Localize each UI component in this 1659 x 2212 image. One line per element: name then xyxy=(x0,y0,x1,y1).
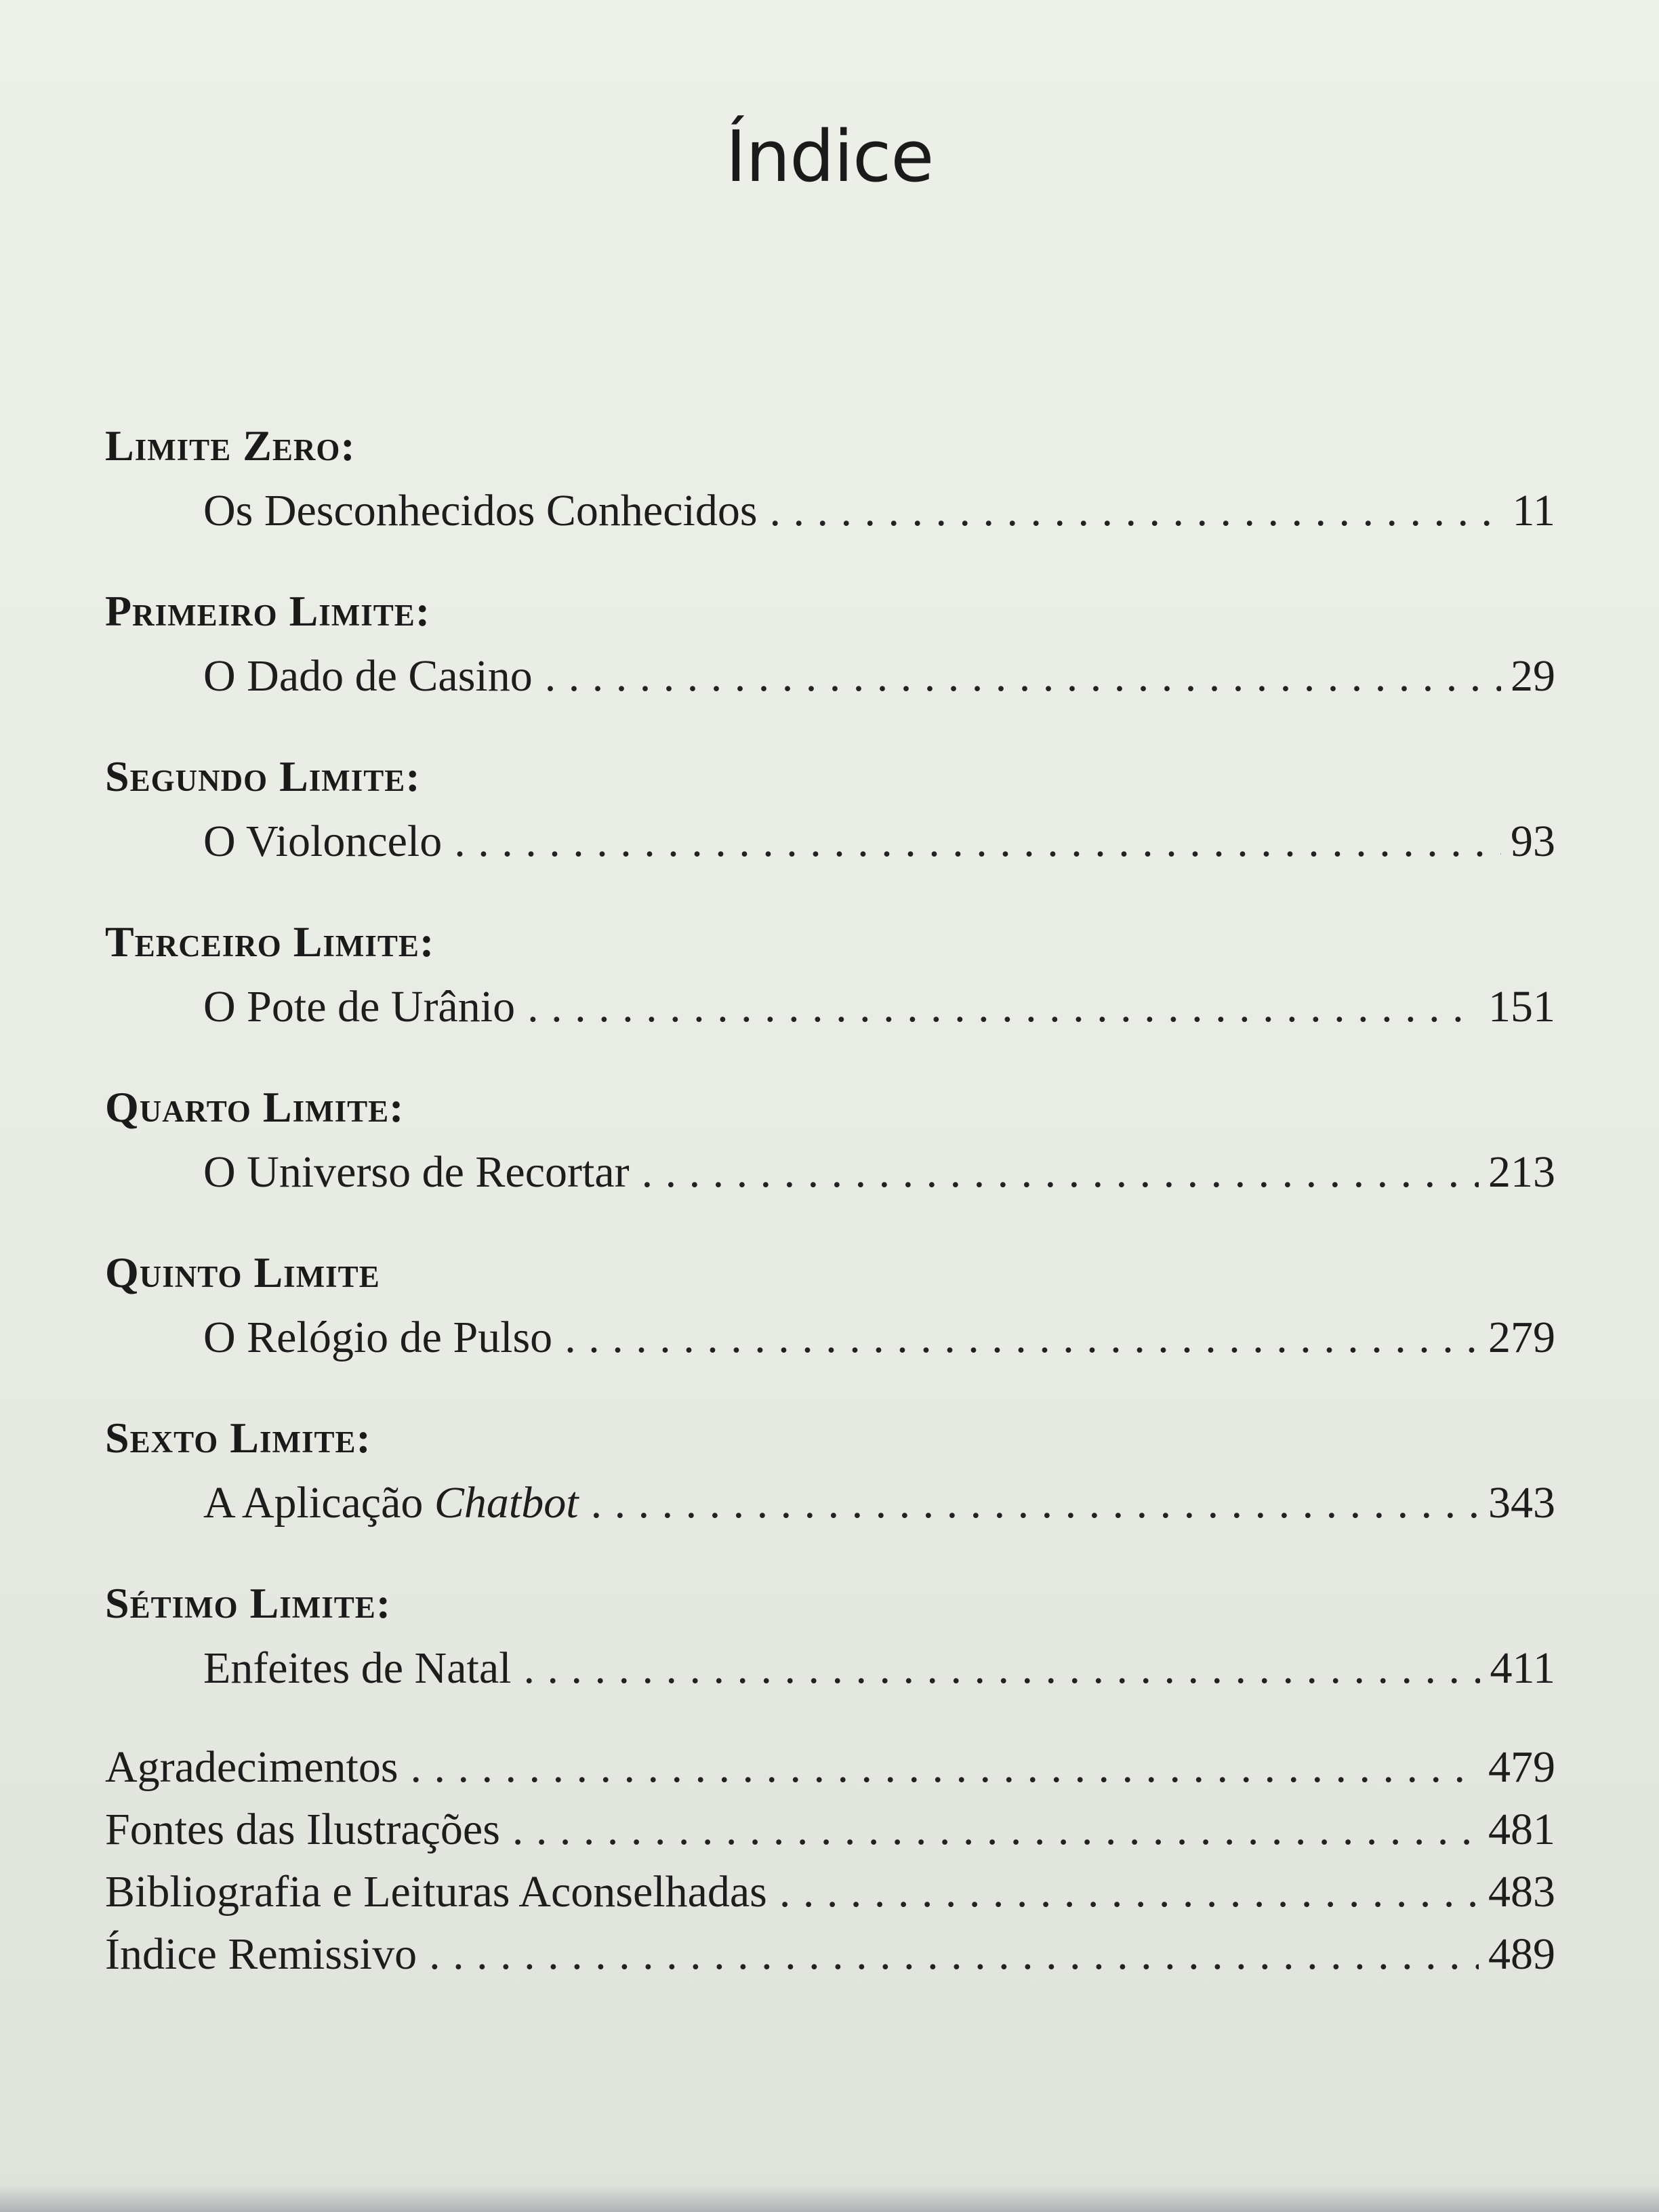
toc-entry xyxy=(105,1736,1555,1799)
dot-leader xyxy=(523,1636,1480,1701)
dot-leader xyxy=(770,478,1503,544)
page-number: 151 xyxy=(1488,982,1555,1031)
table-of-contents xyxy=(105,413,1555,1986)
toc-entry xyxy=(105,478,1555,544)
page-number: 489 xyxy=(1488,1929,1555,1979)
dot-leader xyxy=(642,1140,1479,1205)
toc-part xyxy=(105,909,1555,1040)
entry-title: O Universo de Recortar xyxy=(203,1147,630,1197)
page-number: 343 xyxy=(1488,1478,1555,1528)
page-number: 11 xyxy=(1512,486,1555,535)
dot-leader xyxy=(779,1861,1479,1923)
toc-entry xyxy=(105,975,1555,1040)
part-label: Quarto Limite: xyxy=(105,1083,405,1131)
part-label: Quinto Limite xyxy=(105,1248,380,1296)
page-number: 481 xyxy=(1488,1805,1555,1854)
part-label: Sétimo Limite: xyxy=(105,1579,392,1627)
part-label: Sexto Limite: xyxy=(105,1414,371,1462)
toc-part xyxy=(105,744,1555,874)
part-label: Primeiro Limite: xyxy=(105,587,431,635)
dot-leader xyxy=(565,1305,1479,1370)
entry-title: Bibliografia e Leituras Aconselhadas xyxy=(105,1867,767,1917)
toc-entry xyxy=(105,1861,1555,1923)
entry-title: O Violoncelo xyxy=(203,817,443,866)
toc-entry xyxy=(105,1471,1555,1536)
entry-title: Os Desconhecidos Conhecidos xyxy=(203,486,758,535)
entry-title: A Aplicação Chatbot xyxy=(203,1478,579,1528)
toc-part xyxy=(105,1571,1555,1701)
page-edge-shadow xyxy=(0,2185,1659,2212)
entry-title: Fontes das Ilustrações xyxy=(105,1805,500,1854)
entry-title: O Dado de Casino xyxy=(203,651,533,701)
toc-part xyxy=(105,1075,1555,1205)
dot-leader xyxy=(512,1799,1479,1861)
dot-leader xyxy=(454,809,1501,874)
dot-leader xyxy=(429,1923,1479,1986)
toc-part xyxy=(105,579,1555,709)
toc-entry xyxy=(105,1636,1555,1701)
toc-entry xyxy=(105,644,1555,709)
dot-leader xyxy=(411,1736,1479,1799)
entry-title: Agradecimentos xyxy=(105,1742,398,1792)
toc-entry xyxy=(105,1305,1555,1370)
page-number: 411 xyxy=(1490,1643,1555,1693)
toc-entry xyxy=(105,809,1555,874)
part-label: Terceiro Limite: xyxy=(105,918,435,966)
entry-title: O Pote de Urânio xyxy=(203,982,516,1031)
entry-title: Enfeites de Natal xyxy=(203,1643,512,1693)
toc-entry xyxy=(105,1140,1555,1205)
page-title: Índice xyxy=(725,115,934,198)
dot-leader xyxy=(545,644,1501,709)
dot-leader xyxy=(591,1471,1479,1536)
page-number: 279 xyxy=(1488,1313,1555,1362)
toc-part xyxy=(105,413,1555,544)
page-number: 483 xyxy=(1488,1867,1555,1917)
page-number: 213 xyxy=(1488,1147,1555,1197)
toc-part xyxy=(105,1406,1555,1536)
page-number: 93 xyxy=(1511,817,1555,866)
page-number: 479 xyxy=(1488,1742,1555,1792)
entry-title: O Relógio de Pulso xyxy=(203,1313,553,1362)
backmatter-list xyxy=(105,1736,1555,1986)
toc-entry xyxy=(105,1799,1555,1861)
dot-leader xyxy=(527,975,1479,1040)
toc-part xyxy=(105,1240,1555,1370)
entry-title: Índice Remissivo xyxy=(105,1929,417,1979)
page-number: 29 xyxy=(1511,651,1555,701)
part-label: Limite Zero: xyxy=(105,422,356,470)
part-label: Segundo Limite: xyxy=(105,752,421,800)
toc-entry xyxy=(105,1923,1555,1986)
